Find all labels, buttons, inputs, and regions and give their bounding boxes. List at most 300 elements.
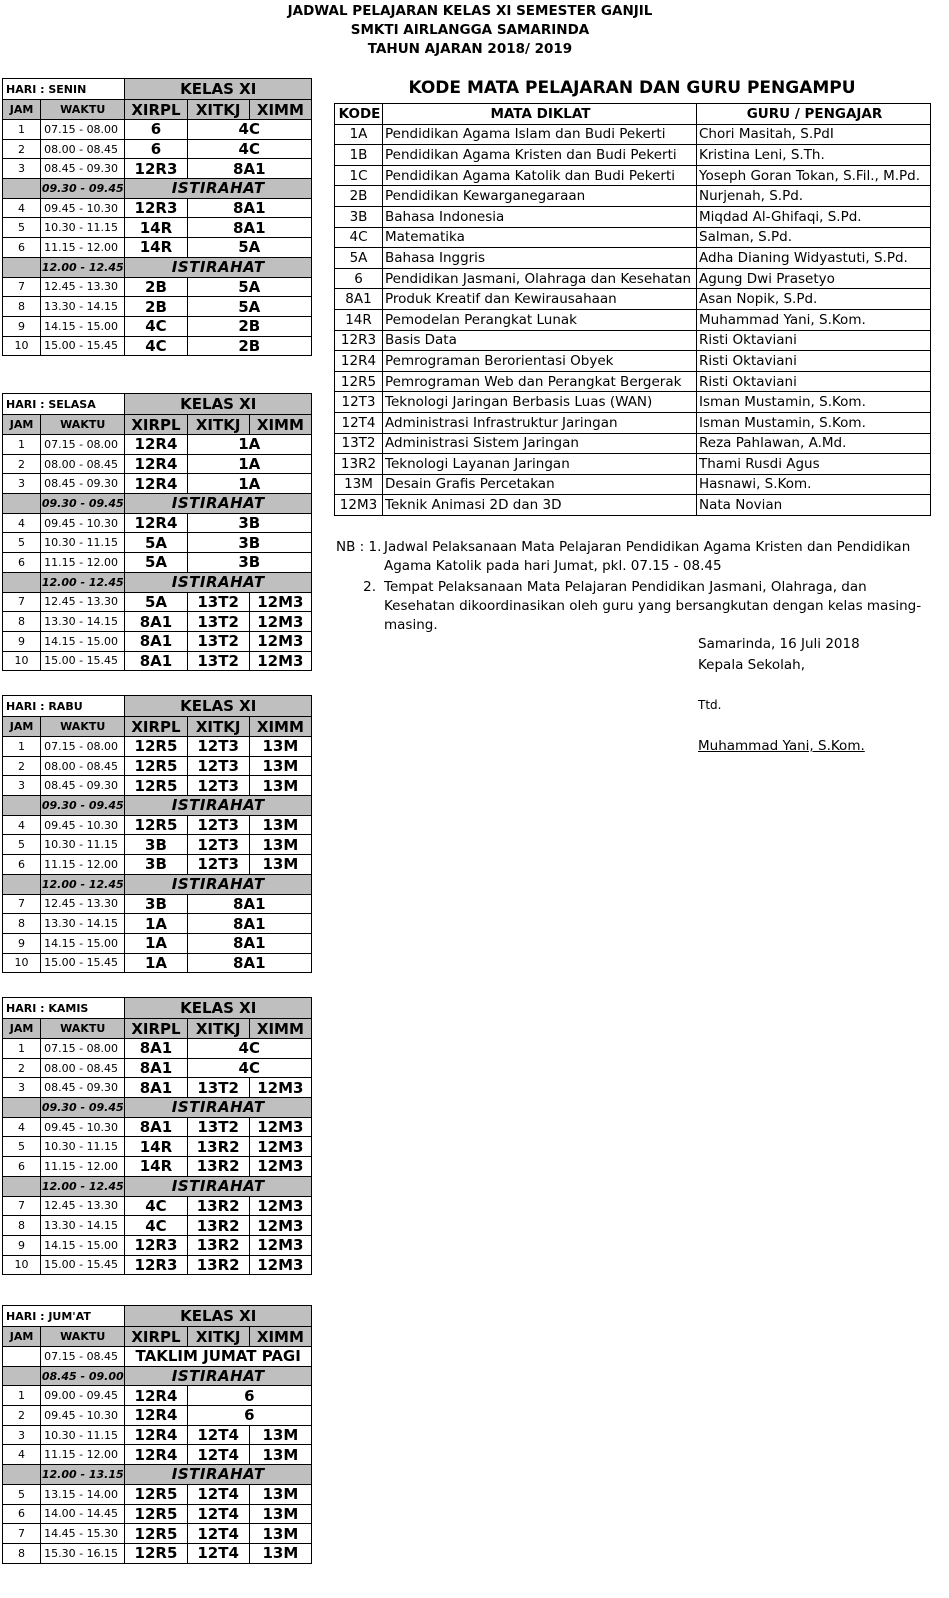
kode-row xyxy=(335,248,931,269)
subject-cell: 2B xyxy=(187,316,311,336)
jam-cell xyxy=(3,1347,41,1367)
kode-header-cell: MATA DIKLAT xyxy=(383,104,697,125)
waktu-cell: 12.45 - 13.30 xyxy=(41,1196,125,1216)
kode-code: 3B xyxy=(335,206,383,227)
jam-cell: 4 xyxy=(3,815,41,835)
jam-cell: 3 xyxy=(3,474,41,494)
kode-subject: Pendidikan Jasmani, Olahraga dan Kesehatan xyxy=(383,268,697,289)
kode-code: 12T4 xyxy=(335,412,383,433)
subject-cell: 12R5 xyxy=(125,737,187,757)
kode-code: 12T3 xyxy=(335,392,383,413)
lesson-row xyxy=(3,120,312,140)
jam-cell xyxy=(3,874,41,894)
waktu-cell: 07.15 - 08.00 xyxy=(41,120,125,140)
break-label: ISTIRAHAT xyxy=(125,1465,312,1485)
class-header: XITKJ xyxy=(187,717,249,737)
subject-cell: 12R4 xyxy=(125,513,187,533)
day-header-row xyxy=(3,79,312,100)
break-label: ISTIRAHAT xyxy=(125,1366,312,1386)
signature-ttd: Ttd. xyxy=(698,698,722,712)
subject-cell: 12R5 xyxy=(125,1543,187,1563)
jam-cell: 4 xyxy=(3,1117,41,1137)
break-row xyxy=(3,874,312,894)
class-header: XITKJ xyxy=(187,100,249,120)
kode-subject: Teknologi Layanan Jaringan xyxy=(383,454,697,475)
signature-role: Kepala Sekolah, xyxy=(698,657,805,673)
lesson-row xyxy=(3,1117,312,1137)
kode-code: 1B xyxy=(335,145,383,166)
waktu-cell: 07.15 - 08.00 xyxy=(41,1039,125,1059)
subject-cell: 12R5 xyxy=(125,1524,187,1544)
subject-cell: 8A1 xyxy=(187,894,311,914)
subject-cell: 13R2 xyxy=(187,1255,249,1275)
class-header: XIMM xyxy=(249,717,311,737)
subject-cell: 8A1 xyxy=(125,1058,187,1078)
lesson-row xyxy=(3,277,312,297)
waktu-cell: 14.15 - 15.00 xyxy=(41,316,125,336)
lesson-row xyxy=(3,933,312,953)
note-2 xyxy=(336,578,936,635)
kode-code: 12M3 xyxy=(335,495,383,516)
waktu-cell: 12.45 - 13.30 xyxy=(41,277,125,297)
subject-cell: 12M3 xyxy=(249,1216,311,1236)
subject-cell: 13M xyxy=(249,815,311,835)
subject-cell: 4C xyxy=(187,120,311,140)
subject-cell: 14R xyxy=(125,1157,187,1177)
class-header: XIMM xyxy=(249,100,311,120)
kode-code: 1C xyxy=(335,165,383,186)
break-label: ISTIRAHAT xyxy=(125,179,312,199)
kode-header-cell: KODE xyxy=(335,104,383,125)
kode-subject: Pemodelan Perangkat Lunak xyxy=(383,309,697,330)
break-label: ISTIRAHAT xyxy=(125,1098,312,1118)
lesson-row xyxy=(3,953,312,973)
jam-header: JAM xyxy=(3,717,41,737)
kode-subject: Bahasa Indonesia xyxy=(383,206,697,227)
kode-row xyxy=(335,124,931,145)
kode-row xyxy=(335,351,931,372)
break-row xyxy=(3,257,312,277)
kode-teacher: Thami Rusdi Agus xyxy=(697,454,931,475)
kode-teacher: Isman Mustamin, S.Kom. xyxy=(697,412,931,433)
break-row xyxy=(3,179,312,199)
waktu-cell: 08.00 - 08.45 xyxy=(41,454,125,474)
subject-cell: 12T3 xyxy=(187,756,249,776)
jam-cell: 4 xyxy=(3,513,41,533)
kode-row xyxy=(335,454,931,475)
kode-row xyxy=(335,227,931,248)
subject-cell: 14R xyxy=(125,218,187,238)
waktu-cell: 10.30 - 11.15 xyxy=(41,1137,125,1157)
subject-cell: 4C xyxy=(125,1196,187,1216)
jam-cell: 9 xyxy=(3,631,41,651)
jam-cell: 2 xyxy=(3,1058,41,1078)
jam-cell: 9 xyxy=(3,316,41,336)
subject-cell: 13T2 xyxy=(187,592,249,612)
jam-cell: 6 xyxy=(3,1504,41,1524)
jam-cell: 1 xyxy=(3,1386,41,1406)
subject-cell: 13R2 xyxy=(187,1216,249,1236)
lesson-row xyxy=(3,139,312,159)
column-header-row xyxy=(3,415,312,435)
subject-cell: 12M3 xyxy=(249,1196,311,1216)
note-number: 2. xyxy=(363,579,376,595)
subject-cell: 12R3 xyxy=(125,1255,187,1275)
subject-cell: 13M xyxy=(249,1504,311,1524)
lesson-row xyxy=(3,1078,312,1098)
lesson-row xyxy=(3,631,312,651)
kode-code: 13R2 xyxy=(335,454,383,475)
subject-cell: 5A xyxy=(125,533,187,553)
subject-cell: 5A xyxy=(125,553,187,573)
waktu-cell: 09.45 - 10.30 xyxy=(41,1117,125,1137)
kode-code: 14R xyxy=(335,309,383,330)
waktu-cell: 15.00 - 15.45 xyxy=(41,651,125,671)
jam-cell: 5 xyxy=(3,1484,41,1504)
kode-teacher: Salman, S.Pd. xyxy=(697,227,931,248)
break-row xyxy=(3,572,312,592)
subject-cell: 1A xyxy=(187,454,311,474)
subject-cell: 4C xyxy=(187,1058,311,1078)
subject-cell: 12R5 xyxy=(125,756,187,776)
subject-cell: 8A1 xyxy=(125,612,187,632)
column-header-row xyxy=(3,1327,312,1347)
lesson-row xyxy=(3,198,312,218)
jam-cell: 9 xyxy=(3,933,41,953)
waktu-cell: 14.15 - 15.00 xyxy=(41,631,125,651)
day-table xyxy=(2,997,312,1275)
subject-cell: 13M xyxy=(249,1543,311,1563)
day-header-row xyxy=(3,998,312,1019)
subject-cell: 13M xyxy=(249,1425,311,1445)
kode-row xyxy=(335,495,931,516)
class-header: XIMM xyxy=(249,1019,311,1039)
day-table xyxy=(2,1305,312,1564)
subject-cell: 12M3 xyxy=(249,1078,311,1098)
break-row xyxy=(3,1366,312,1386)
subject-cell: 3B xyxy=(125,855,187,875)
lesson-row xyxy=(3,855,312,875)
subject-cell: 12R3 xyxy=(125,1235,187,1255)
subject-cell: 8A1 xyxy=(125,1078,187,1098)
subject-cell: 12R5 xyxy=(125,815,187,835)
subject-cell: 12T4 xyxy=(187,1524,249,1544)
kelas-label: KELAS XI xyxy=(125,696,312,717)
kode-code: 4C xyxy=(335,227,383,248)
note-number: NB : 1. xyxy=(336,539,382,555)
lesson-row xyxy=(3,1484,312,1504)
day-header-row xyxy=(3,696,312,717)
jam-cell: 4 xyxy=(3,1445,41,1465)
lesson-row xyxy=(3,1406,312,1426)
jam-cell: 1 xyxy=(3,737,41,757)
lesson-row xyxy=(3,336,312,356)
waktu-cell: 15.00 - 15.45 xyxy=(41,953,125,973)
subject-cell: 13M xyxy=(249,835,311,855)
break-time: 09.30 - 09.45 xyxy=(41,494,125,514)
subject-cell: 13R2 xyxy=(187,1235,249,1255)
column-header-row xyxy=(3,100,312,120)
subject-cell: 12T3 xyxy=(187,737,249,757)
break-time: 12.00 - 12.45 xyxy=(41,874,125,894)
kode-teacher: Hasnawi, S.Kom. xyxy=(697,474,931,495)
jam-cell: 6 xyxy=(3,855,41,875)
subject-cell: 13M xyxy=(249,1484,311,1504)
jam-cell: 7 xyxy=(3,277,41,297)
subject-cell: 1A xyxy=(125,953,187,973)
jam-header: JAM xyxy=(3,100,41,120)
waktu-header: WAKTU xyxy=(41,717,125,737)
jam-cell: 3 xyxy=(3,1425,41,1445)
subject-cell: 12T4 xyxy=(187,1543,249,1563)
waktu-cell: 07.15 - 08.00 xyxy=(41,737,125,757)
kode-teacher: Asan Nopik, S.Pd. xyxy=(697,289,931,310)
jam-cell: 2 xyxy=(3,756,41,776)
subject-cell: 8A1 xyxy=(125,1039,187,1059)
kode-code: 13T2 xyxy=(335,433,383,454)
subject-cell: 12R4 xyxy=(125,1386,187,1406)
waktu-cell: 09.45 - 10.30 xyxy=(41,513,125,533)
subject-cell: 6 xyxy=(125,120,187,140)
waktu-cell: 10.30 - 11.15 xyxy=(41,1425,125,1445)
kode-row xyxy=(335,289,931,310)
subject-cell: 1A xyxy=(187,474,311,494)
waktu-header: WAKTU xyxy=(41,1019,125,1039)
kode-row xyxy=(335,145,931,166)
subject-cell: 12R4 xyxy=(125,1425,187,1445)
subject-cell: 13M xyxy=(249,776,311,796)
subject-cell: 12R4 xyxy=(125,435,187,455)
subject-cell: 12M3 xyxy=(249,592,311,612)
kode-row xyxy=(335,371,931,392)
jam-cell xyxy=(3,494,41,514)
subject-cell: 13M xyxy=(249,737,311,757)
subject-cell: 14R xyxy=(125,238,187,258)
subject-cell: 12T4 xyxy=(187,1425,249,1445)
day-table xyxy=(2,393,312,671)
waktu-cell: 08.00 - 08.45 xyxy=(41,139,125,159)
kode-subject: Pemrograman Web dan Perangkat Bergerak xyxy=(383,371,697,392)
kode-teacher: Nata Novian xyxy=(697,495,931,516)
waktu-cell: 09.45 - 10.30 xyxy=(41,815,125,835)
signature-place-date: Samarinda, 16 Juli 2018 xyxy=(698,636,860,652)
jam-cell: 5 xyxy=(3,835,41,855)
waktu-cell: 14.00 - 14.45 xyxy=(41,1504,125,1524)
kode-subject: Desain Grafis Percetakan xyxy=(383,474,697,495)
waktu-header: WAKTU xyxy=(41,100,125,120)
lesson-row xyxy=(3,1137,312,1157)
kode-teacher: Isman Mustamin, S.Kom. xyxy=(697,392,931,413)
jam-cell: 10 xyxy=(3,1255,41,1275)
kode-teacher: Kristina Leni, S.Th. xyxy=(697,145,931,166)
break-time: 12.00 - 12.45 xyxy=(41,257,125,277)
kode-code: 8A1 xyxy=(335,289,383,310)
subject-cell: 3B xyxy=(125,894,187,914)
subject-cell: 12R4 xyxy=(125,1445,187,1465)
subject-cell: 12R4 xyxy=(125,474,187,494)
subject-cell: 12M3 xyxy=(249,1137,311,1157)
lesson-row xyxy=(3,1058,312,1078)
waktu-cell: 07.15 - 08.45 xyxy=(41,1347,125,1367)
jam-cell: 3 xyxy=(3,159,41,179)
jam-cell xyxy=(3,1465,41,1485)
break-row xyxy=(3,1176,312,1196)
day-header-row xyxy=(3,1306,312,1327)
kode-subject: Administrasi Sistem Jaringan xyxy=(383,433,697,454)
subject-cell: 4C xyxy=(187,139,311,159)
kode-teacher: Yoseph Goran Tokan, S.Fil., M.Pd. xyxy=(697,165,931,186)
waktu-cell: 11.15 - 12.00 xyxy=(41,238,125,258)
signature-name: Muhammad Yani, S.Kom. xyxy=(698,738,865,754)
lesson-row xyxy=(3,1543,312,1563)
break-time: 12.00 - 13.15 xyxy=(41,1465,125,1485)
jam-cell: 7 xyxy=(3,1524,41,1544)
note-text: Jadwal Pelaksanaan Mata Pelajaran Pendidikan Agama Kristen dan Pendidikan Agama Katolik pada hari Jumat, pkl. 07.15 - 08.45 xyxy=(384,539,911,574)
subject-cell: 4C xyxy=(187,1039,311,1059)
kode-subject: Bahasa Inggris xyxy=(383,248,697,269)
subject-cell: 8A1 xyxy=(187,914,311,934)
class-header: XITKJ xyxy=(187,1019,249,1039)
subject-cell: 8A1 xyxy=(187,159,311,179)
kode-code: 6 xyxy=(335,268,383,289)
day-name: HARI : SENIN xyxy=(3,79,125,100)
subject-cell: 8A1 xyxy=(187,953,311,973)
waktu-cell: 13.30 - 14.15 xyxy=(41,914,125,934)
class-header: XIRPL xyxy=(125,1327,187,1347)
subject-cell: 12M3 xyxy=(249,1235,311,1255)
lesson-row xyxy=(3,1425,312,1445)
column-header-row xyxy=(3,717,312,737)
kode-teacher: Reza Pahlawan, A.Md. xyxy=(697,433,931,454)
waktu-cell: 09.45 - 10.30 xyxy=(41,198,125,218)
break-time: 09.30 - 09.45 xyxy=(41,796,125,816)
kode-row xyxy=(335,474,931,495)
kode-teacher: Adha Dianing Widyastuti, S.Pd. xyxy=(697,248,931,269)
subject-cell: 3B xyxy=(125,835,187,855)
subject-cell: 12R5 xyxy=(125,1484,187,1504)
lesson-row xyxy=(3,737,312,757)
break-row xyxy=(3,796,312,816)
subject-cell: 6 xyxy=(187,1386,311,1406)
class-header: XITKJ xyxy=(187,415,249,435)
subject-cell: 4C xyxy=(125,316,187,336)
break-label: ISTIRAHAT xyxy=(125,494,312,514)
subject-cell: 5A xyxy=(187,297,311,317)
kode-teacher: Risti Oktaviani xyxy=(697,351,931,372)
subject-cell: 8A1 xyxy=(187,933,311,953)
jam-cell: 7 xyxy=(3,894,41,914)
jam-cell xyxy=(3,1176,41,1196)
jam-cell: 6 xyxy=(3,553,41,573)
lesson-row xyxy=(3,218,312,238)
subject-cell: 1A xyxy=(125,914,187,934)
kode-section-title: KODE MATA PELAJARAN DAN GURU PENGAMPU xyxy=(408,78,856,98)
kode-header-row xyxy=(335,104,931,125)
day-table xyxy=(2,695,312,973)
lesson-row xyxy=(3,914,312,934)
class-header: XIMM xyxy=(249,1327,311,1347)
waktu-cell: 08.00 - 08.45 xyxy=(41,756,125,776)
lesson-row xyxy=(3,592,312,612)
subject-cell: 4C xyxy=(125,336,187,356)
subject-cell: TAKLIM JUMAT PAGI xyxy=(125,1347,312,1367)
class-header: XIRPL xyxy=(125,1019,187,1039)
day-name: HARI : SELASA xyxy=(3,394,125,415)
jam-cell xyxy=(3,257,41,277)
document-title xyxy=(0,2,940,59)
subject-cell: 12R4 xyxy=(125,454,187,474)
jam-cell: 5 xyxy=(3,1137,41,1157)
kode-row xyxy=(335,206,931,227)
note-text: Tempat Pelaksanaan Mata Pelajaran Pendidikan Jasmani, Olahraga, dan Kesehatan dikoordinasikan oleh guru yang bersangkutan dengan kelas masing-masing. xyxy=(384,579,922,633)
jam-cell: 5 xyxy=(3,533,41,553)
jam-cell: 6 xyxy=(3,1157,41,1177)
subject-cell: 13M xyxy=(249,756,311,776)
day-name: HARI : RABU xyxy=(3,696,125,717)
subject-cell: 12M3 xyxy=(249,651,311,671)
jam-cell xyxy=(3,1098,41,1118)
jam-cell: 1 xyxy=(3,120,41,140)
lesson-row xyxy=(3,1347,312,1367)
waktu-cell: 13.30 - 14.15 xyxy=(41,297,125,317)
kode-row xyxy=(335,309,931,330)
waktu-cell: 10.30 - 11.15 xyxy=(41,835,125,855)
waktu-cell: 09.00 - 09.45 xyxy=(41,1386,125,1406)
note-1 xyxy=(336,538,936,576)
kode-subject: Matematika xyxy=(383,227,697,248)
lesson-row xyxy=(3,1196,312,1216)
day-table xyxy=(2,78,312,356)
subject-cell: 13T2 xyxy=(187,631,249,651)
title-line: SMKTI AIRLANGGA SAMARINDA xyxy=(350,22,590,38)
subject-cell: 12R4 xyxy=(125,1406,187,1426)
waktu-cell: 11.15 - 12.00 xyxy=(41,1157,125,1177)
break-time: 08.45 - 09.00 xyxy=(41,1366,125,1386)
jam-cell xyxy=(3,796,41,816)
kode-table xyxy=(334,103,931,516)
subject-cell: 13T2 xyxy=(187,651,249,671)
waktu-cell: 10.30 - 11.15 xyxy=(41,218,125,238)
waktu-cell: 13.30 - 14.15 xyxy=(41,612,125,632)
subject-cell: 12M3 xyxy=(249,612,311,632)
jam-cell: 9 xyxy=(3,1235,41,1255)
break-row xyxy=(3,1098,312,1118)
subject-cell: 12T3 xyxy=(187,855,249,875)
kode-header-cell: GURU / PENGAJAR xyxy=(697,104,931,125)
waktu-cell: 08.00 - 08.45 xyxy=(41,1058,125,1078)
kode-row xyxy=(335,186,931,207)
lesson-row xyxy=(3,1524,312,1544)
subject-cell: 12T3 xyxy=(187,776,249,796)
kode-code: 2B xyxy=(335,186,383,207)
kode-teacher: Nurjenah, S.Pd. xyxy=(697,186,931,207)
jam-cell: 8 xyxy=(3,297,41,317)
jam-cell: 1 xyxy=(3,1039,41,1059)
lesson-row xyxy=(3,835,312,855)
subject-cell: 1A xyxy=(125,933,187,953)
kelas-label: KELAS XI xyxy=(125,394,312,415)
jam-cell: 5 xyxy=(3,218,41,238)
lesson-row xyxy=(3,1157,312,1177)
kode-row xyxy=(335,268,931,289)
waktu-cell: 13.30 - 14.15 xyxy=(41,1216,125,1236)
kode-code: 12R4 xyxy=(335,351,383,372)
jam-cell xyxy=(3,179,41,199)
lesson-row xyxy=(3,553,312,573)
subject-cell: 12M3 xyxy=(249,1157,311,1177)
kode-teacher: Risti Oktaviani xyxy=(697,371,931,392)
title-line: TAHUN AJARAN 2018/ 2019 xyxy=(367,41,573,57)
